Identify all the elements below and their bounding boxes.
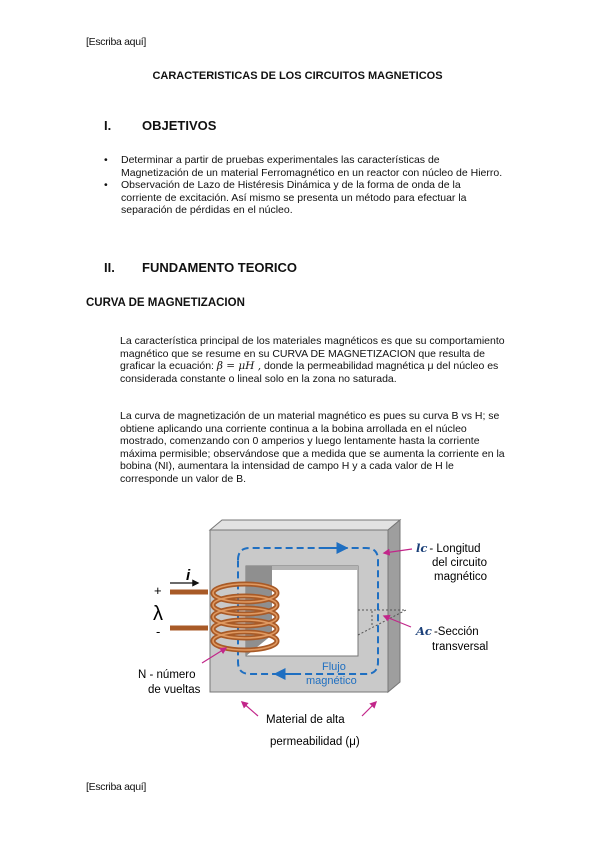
ac-symbol: Ac bbox=[416, 624, 432, 638]
ac-label bbox=[415, 624, 479, 638]
plus-terminal: + bbox=[154, 583, 162, 598]
lambda-symbol: λ bbox=[153, 603, 163, 625]
paragraph-1-text: La característica principal de los materiales magnéticos es que su comportamiento magnético que se resume en su CURVA DE MAGNETIZACION que resulta de graficar la ecuación: bbox=[120, 335, 505, 373]
objective-item: • Determinar a partir de pruebas experimentales las características de Magnetización de un material Ferromagnético en un reactor con núcleo de Hierro. bbox=[104, 154, 504, 179]
ac-text: -Sección bbox=[433, 626, 479, 638]
section-1-number: I. bbox=[104, 118, 112, 133]
lc-symbol: lc bbox=[416, 541, 428, 555]
document-title: CARACTERISTICAS DE LOS CIRCUITOS MAGNETICOS bbox=[152, 70, 443, 82]
lc-label bbox=[416, 541, 481, 555]
minus-terminal: - bbox=[156, 624, 161, 639]
paragraph-1-text-end: donde la permeabilidad magnética μ del núcleo es considerada constante o lineal solo en la zona no saturada. bbox=[120, 360, 499, 385]
ac-line2: transversal bbox=[432, 641, 489, 653]
lc-line3: magnético bbox=[434, 571, 488, 583]
material-line2: permeabilidad (μ) bbox=[270, 736, 360, 748]
lc-line2: del circuito bbox=[432, 557, 487, 569]
paragraph-2: La curva de magnetización de un material magnético es pues su curva B vs H; se obtiene aplicando una corriente continua a la bobina arrollada en el núcleo mostrado, comenzando con 0 amperios y luego lentamente hasta la corriente máxima permisible; observándose que a medida que se aumenta la corriente en la bobina (NI), aumentara la intensidad de campo H y a cada valor de H le corresponde un valor de B. bbox=[120, 410, 505, 485]
material-pointer-left bbox=[242, 702, 258, 716]
flux-label-2: magnético bbox=[306, 675, 357, 687]
section-1-title: OBJETIVOS bbox=[142, 118, 217, 133]
turns-line1: N - número bbox=[138, 669, 196, 681]
turns-line2: de vueltas bbox=[148, 684, 201, 696]
footer-placeholder[interactable]: [Escriba aquí] bbox=[86, 781, 146, 793]
lc-text: - Longitud bbox=[429, 543, 481, 555]
header-placeholder[interactable]: [Escriba aquí] bbox=[86, 36, 146, 48]
subsection-heading: CURVA DE MAGNETIZACION bbox=[86, 297, 245, 309]
material-pointer-right bbox=[362, 702, 376, 716]
section-2-number: II. bbox=[104, 260, 115, 275]
flux-label-1: Flujo bbox=[322, 661, 346, 673]
material-line1: Material de alta bbox=[266, 714, 345, 726]
objective-item: • Observación de Lazo de Histéresis Dinámica y de la forma de onda de la corriente de excitación. Así mismo se presenta un método para efectuar la separación de pérdidas en el núcleo. bbox=[104, 179, 504, 217]
section-2-title: FUNDAMENTO TEORICO bbox=[142, 260, 298, 275]
current-label: i bbox=[186, 567, 191, 584]
equation: β = μH , bbox=[216, 360, 262, 373]
